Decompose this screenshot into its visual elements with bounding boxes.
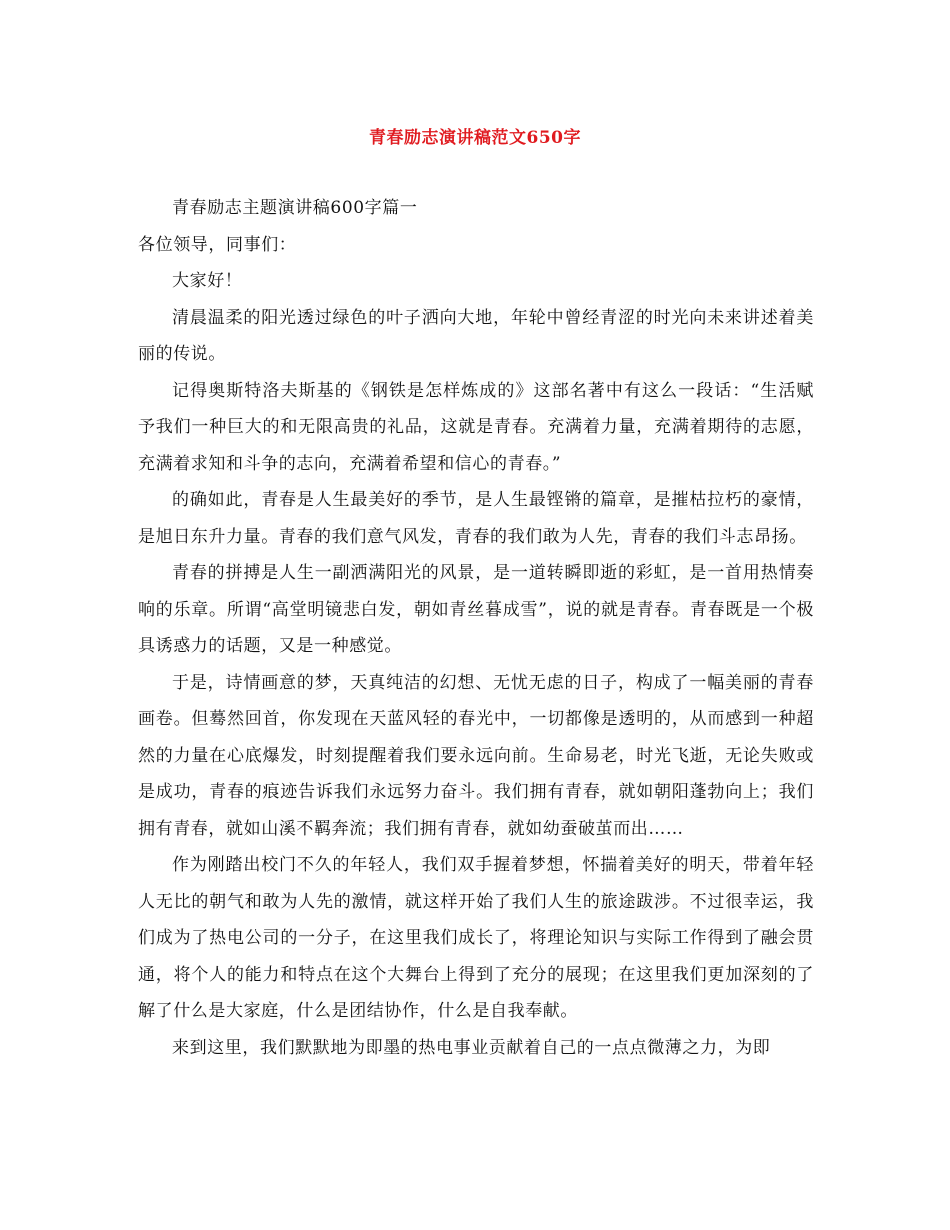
paragraph: 来到这里，我们默默地为即墨的热电事业贡献着自己的一点点微薄之力，为即 <box>172 1037 771 1058</box>
paragraph: 青春的拼搏是人生一副洒满阳光的风景，是一道转瞬即逝的彩虹，是一首用热情奏响的乐章。所谓“高堂明镜悲白发，朝如青丝暮成雪”，说的就是青春。青春既是一个极具诱惑力的话题，又是一种感觉。 <box>138 563 814 656</box>
paragraph: 清晨温柔的阳光透过绿色的叶子洒向大地，年轮中曾经青涩的时光向未来讲述着美丽的传说。 <box>138 307 814 364</box>
document-title: 青春励志演讲稿范文650字 <box>369 128 581 148</box>
paragraph: 作为刚踏出校门不久的年轻人，我们双手握着梦想，怀揣着美好的明天，带着年轻人无比的朝气和敢为人先的激情，就这样开始了我们人生的旅途跋涉。不过很幸运，我们成为了热电公司的一分子，在这里我们成长了，将理论知识与实际工作得到了融会贯通，将个人的能力和特点在这个大舞台上得到了充分的展现；在这里我们更加深刻的了解了什么是大家庭，什么是团结协作，什么是自我奉献。 <box>138 855 814 1021</box>
greeting: 大家好！ <box>172 271 243 291</box>
paragraph: 的确如此，青春是人生最美好的季节，是人生最铿锵的篇章，是摧枯拉朽的豪情，是旭日东升力量。青春的我们意气风发，青春的我们敢为人先，青春的我们斗志昂扬。 <box>138 490 814 547</box>
salutation: 各位领导，同事们： <box>138 234 297 255</box>
paragraph: 于是，诗情画意的梦，天真纯洁的幻想、无忧无虑的日子，构成了一幅美丽的青春画卷。但蓦然回首，你发现在天蓝风轻的春光中，一切都像是透明的，从而感到一种超然的力量在心底爆发，时刻提醒着我们要永远向前。生命易老，时光飞逝，无论失败或是成功，青春的痕迹告诉我们永远努力奋斗。我们拥有青春，就如朝阳蓬勃向上；我们拥有青春，就如山溪不羁奔流；我们拥有青春，就如幼蚕破茧而出…… <box>138 672 814 839</box>
document-body <box>138 190 814 1066</box>
paragraph: 记得奥斯特洛夫斯基的《钢铁是怎样炼成的》这部名著中有这么一段话：“生活赋予我们一种巨大的和无限高贵的礼品，这就是青春。充满着力量，充满着期待的志愿，充满着求知和斗争的志向，充满着希望和信心的青春。” <box>138 380 814 474</box>
section-heading: 青春励志主题演讲稿600字篇一 <box>172 198 418 218</box>
